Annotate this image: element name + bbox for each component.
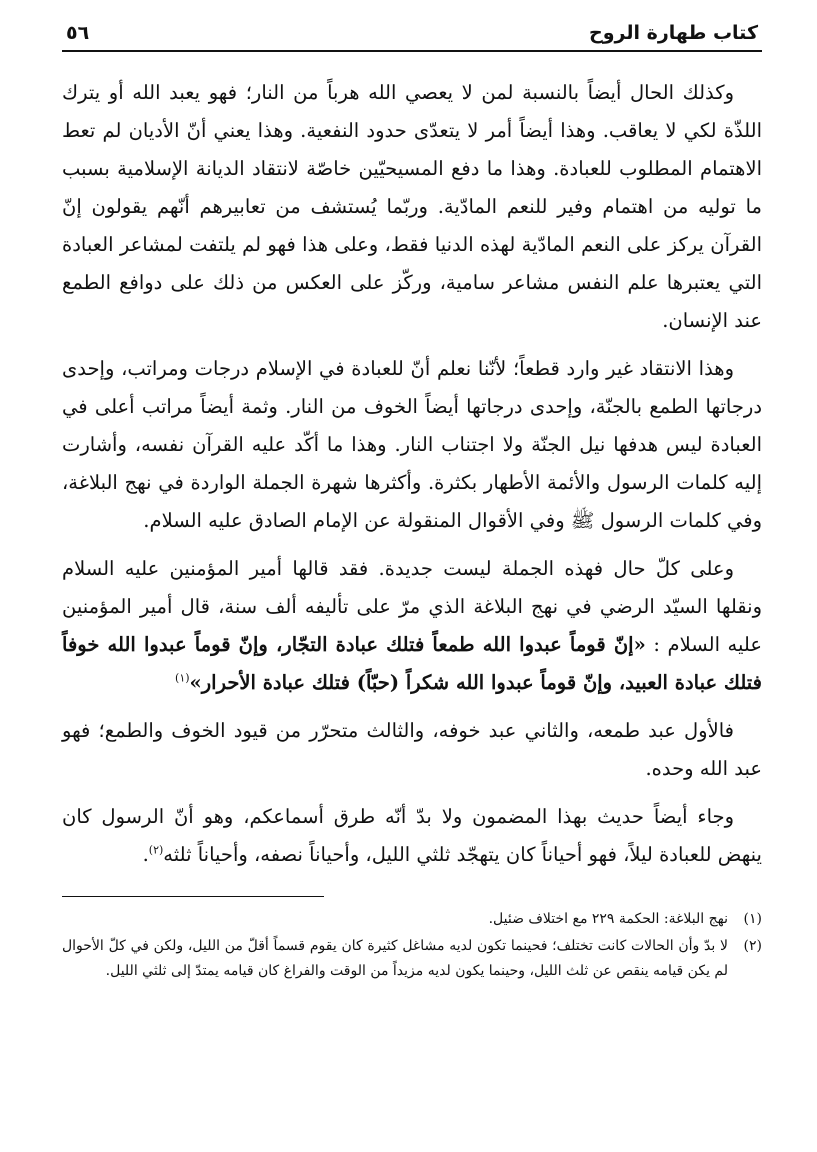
footnote-1 [62,907,762,932]
footnote-ref-2[interactable]: (٢) [148,843,164,857]
paragraph-5-text: وجاء أيضاً حديث بهذا المضمون ولا بدّ أنّه طرق أسماعكم، وهو أنّ الرسول كان ينهض للعبادة ليلاً، فهو أحياناً كان يتهجّد ثلثي الليل، وأحياناً نصفه، وأحياناً ثلثه [62,805,762,866]
paragraph-2: وهذا الانتقاد غير وارد قطعاً؛ لأنّنا نعلم أنّ للعبادة في الإسلام درجات ومراتب، وإحدى درجاتها الطمع بالجنّة، وإحدى درجاتها أيضاً الخوف من النار. وثمة أيضاً مراتب أعلى في العبادة ليس هدفها نيل الجنّة ولا اجتناب النار. وهذا ما أكّد عليه القرآن نفسه، وأشارت إليه كلمات الرسول والأئمة الأطهار بكثرة. وأكثرها شهرة الجملة الواردة في نهج البلاغة، وفي كلمات الرسول ﷺ وفي الأقوال المنقولة عن الإمام الصادق عليه السلام. [62,357,762,532]
footnote-ref-1[interactable]: (١) [175,671,190,685]
footnote-2 [62,934,762,984]
footnote-number: (١) [743,911,762,927]
footnote-text: نهج البلاغة: الحكمة ٢٢٩ مع اختلاف ضئيل. [488,911,728,927]
book-page [62,22,762,986]
paragraph-3-intro: وعلى كلّ حال فهذه الجملة ليست جديدة. فقد قالها أمير المؤمنين عليه السلام ونقلها السيّد الرضي في نهج البلاغة الذي مرّ على تأليفه ألف سنة، قال أمير المؤمنين عليه السلام : [62,557,762,656]
footnote-text: لا بدّ وأن الحالات كانت تختلف؛ فحينما تكون لديه مشاغل كثيرة كان يقوم قسماً أقلّ من الليل، ولكن في كلّ الأحوال لم يكن قيامه ينقص عن ثلث الليل، وحينما يكون لديه مزيداً من الوقت والفراغ كان قيامه يمتدّ إلى ثلثي الليل. [62,938,728,979]
footnote-rule [62,896,324,897]
paragraph-5-end: . [142,843,149,866]
footnote-number: (٢) [743,938,762,954]
paragraph-1: وكذلك الحال أيضاً بالنسبة لمن لا يعصي الله هرباً من النار؛ فهو يعبد الله أو يترك اللذّة لكي لا يعاقب. وهذا أيضاً أمر لا يتعدّى حدود النفعية. وهذا يعني أنّ الأديان لم تعط الاهتمام المطلوب للعبادة. وهذا ما دفع المسيحيّين خاصّة لانتقاد الديانة الإسلامية بسبب ما توليه من اهتمام وفير للنعم المادّية. وربّما يُستشف من تعابيرهم أنّهم يقولون إنّ القرآن يركز على النعم المادّية لهذه الدنيا فقط، وعلى هذا فهو لم يلتفت لمشاعر العبادة التي يعتبرها علم النفس مشاعر سامية، وركّز على العكس من ذلك على دوافع الطمع عند الإنسان. [62,81,762,332]
paragraph-5 [62,798,762,874]
hadith-quote: «إنّ قوماً عبدوا الله طمعاً فتلك عبادة التجّار، وإنّ قوماً عبدوا الله خوفاً فتلك عبادة العبيد، وإنّ قوماً عبدوا الله شكراً (حبّاً) فتلك عبادة الأحرار» [62,633,762,694]
page-number: ٥٦ [66,22,90,44]
paragraph-3 [62,550,762,702]
book-title: كتاب طهارة الروح [589,22,758,44]
running-head [62,22,762,50]
paragraph-4: فالأول عبد طمعه، والثاني عبد خوفه، والثالث متحرّر من قيود الخوف والطمع؛ فهو عبد الله وحده. [62,719,762,780]
footnotes [62,907,762,984]
header-rule [62,50,762,52]
